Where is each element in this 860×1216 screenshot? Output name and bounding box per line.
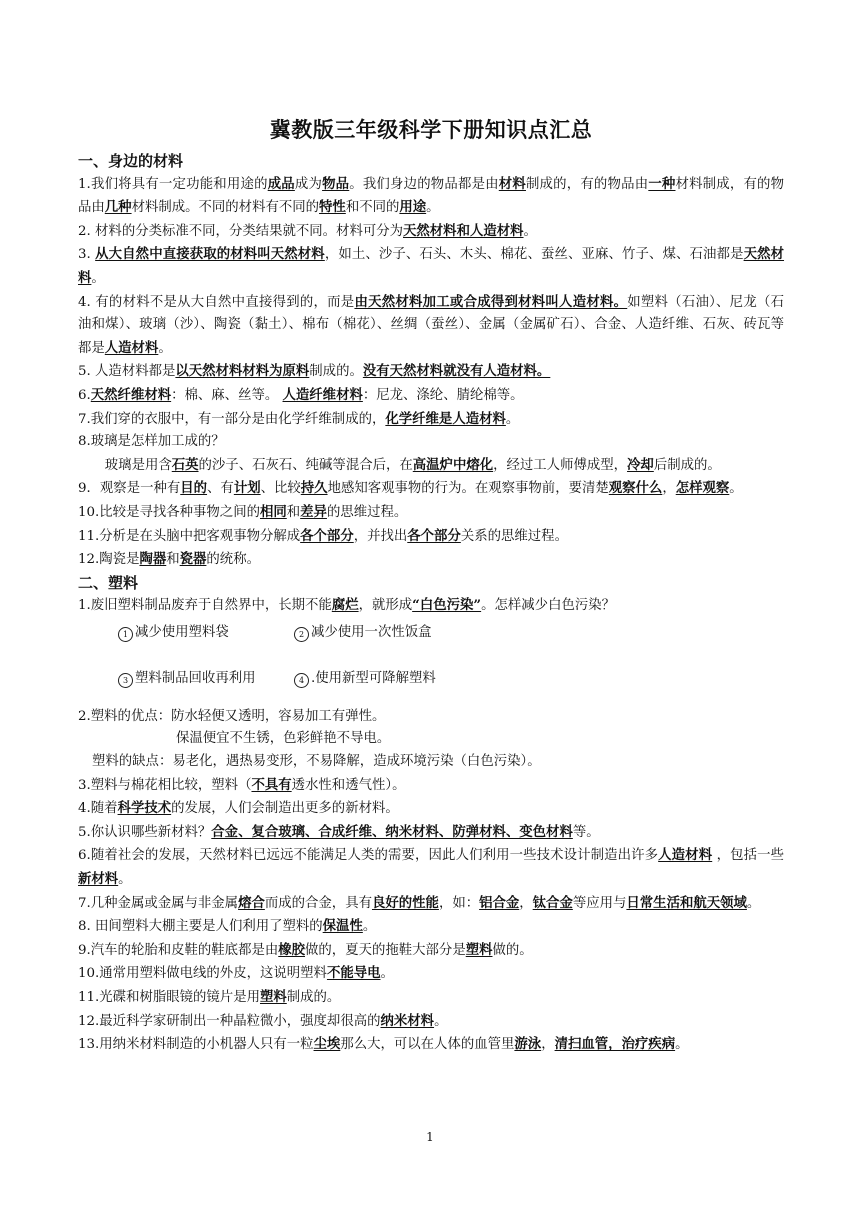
text-run: ， bbox=[541, 1037, 555, 1053]
keyword-emphasis: 冷却 bbox=[627, 456, 654, 473]
text-run: 地感知客观事物的行为。在观察事物前，要清楚 bbox=[327, 481, 609, 497]
text-run: 12.陶瓷是 bbox=[78, 552, 140, 568]
text-run: 制成的，有的物品由 bbox=[525, 176, 649, 192]
plastic-paragraph-13 bbox=[78, 1033, 784, 1057]
keyword-emphasis: 熔合 bbox=[238, 894, 265, 911]
text-run: 那么大，可以在人体的血管里 bbox=[340, 1037, 515, 1053]
keyword-emphasis: 观察什么 bbox=[608, 480, 663, 497]
text-run: 的思维过程。 bbox=[326, 504, 408, 520]
text-run: 7.我们穿的衣服中，有一部分是由化学纤维制成的， bbox=[78, 411, 386, 427]
text-run: 。 bbox=[158, 340, 172, 356]
paragraph-5 bbox=[78, 360, 784, 384]
plastic-paragraph-4 bbox=[78, 797, 784, 821]
text-run: 5. 人造材料都是 bbox=[78, 364, 176, 380]
keyword-emphasis: 天然材料和人造材料 bbox=[403, 222, 524, 239]
text-run: 10.通常用塑料做电线的外皮，这说明塑料 bbox=[78, 966, 327, 982]
option-item: 1 减少使用塑料袋 bbox=[118, 622, 229, 645]
paragraph-8-answer bbox=[78, 454, 784, 478]
keyword-emphasis: 人造材料 bbox=[658, 847, 713, 864]
circled-number: 4 bbox=[294, 673, 309, 688]
keyword-emphasis: 腐烂 bbox=[331, 597, 359, 614]
plastic-paragraph-5 bbox=[78, 821, 784, 845]
text-run: 13.用纳米材料制造的小机器人只有一粒 bbox=[78, 1037, 314, 1053]
plastic-paragraph-8 bbox=[78, 915, 784, 939]
text-run: 、有 bbox=[207, 481, 234, 497]
page-number: 1 bbox=[426, 1130, 434, 1144]
paragraph-1 bbox=[78, 173, 784, 220]
keyword-emphasis: 钛合金 bbox=[532, 894, 573, 911]
keyword-emphasis: 陶器 bbox=[139, 551, 167, 568]
paragraph-9 bbox=[78, 477, 784, 501]
document-title: 冀教版三年级科学下册知识点汇总 bbox=[269, 118, 593, 142]
keyword-emphasis: 橡胶 bbox=[278, 941, 306, 958]
text-run: 9.汽车的轮胎和皮鞋的鞋底都是由 bbox=[78, 942, 279, 958]
circled-number: 3 bbox=[118, 673, 133, 688]
text-run: 。我们身边的物品都是由 bbox=[349, 176, 499, 192]
keyword-emphasis: 材料 bbox=[498, 175, 526, 192]
plastic-disadvantages: 塑料的缺点：易老化，遇热易变形，不易降解，造成环境污染（白色污染）。 bbox=[92, 754, 541, 770]
keyword-emphasis: 没有天然材料就没有人造材料。 bbox=[362, 363, 551, 380]
paragraph-7 bbox=[78, 408, 784, 432]
keyword-emphasis: 合金、复合玻璃、合成纤维、纳米材料、防弹材料、变色材料 bbox=[211, 823, 573, 840]
text-run: 1.废旧塑料制品废弃于自然界中，长期不能 bbox=[78, 598, 332, 614]
plastic-paragraph-9 bbox=[78, 939, 784, 963]
paragraph-4 bbox=[78, 291, 784, 361]
keyword-emphasis: 塑料 bbox=[465, 941, 493, 958]
text-run: ，经过工人师傅成型， bbox=[493, 457, 628, 473]
keyword-emphasis: 瓷器 bbox=[179, 551, 207, 568]
keyword-emphasis: 各个部分 bbox=[300, 527, 354, 544]
keyword-emphasis: 铝合金 bbox=[479, 894, 520, 911]
document-body bbox=[78, 150, 784, 1057]
text-run: 。 bbox=[380, 966, 394, 982]
option-item: 2 减少使用一次性饭盒 bbox=[294, 622, 432, 645]
text-run: 等。 bbox=[572, 824, 600, 840]
keyword-emphasis: 良好的性能 bbox=[371, 894, 439, 911]
text-run: 。 bbox=[118, 872, 132, 888]
text-run: 制成的。 bbox=[286, 990, 341, 1005]
circled-number: 1 bbox=[118, 627, 133, 642]
text-run: 。 bbox=[426, 200, 440, 216]
text-run: 。 bbox=[746, 895, 761, 911]
keyword-emphasis: 新材料 bbox=[78, 871, 119, 888]
text-run: 。 bbox=[505, 411, 520, 427]
keyword-emphasis: 清扫血管，治疗疾病 bbox=[554, 1036, 676, 1053]
text-run: 等应用与 bbox=[572, 895, 627, 911]
keyword-emphasis: 成品 bbox=[267, 175, 295, 192]
paragraph-3 bbox=[78, 243, 784, 290]
text-run: 透水性和透气性）。 bbox=[291, 777, 406, 793]
paragraph-8: 8.玻璃是怎样加工成的？ bbox=[78, 434, 225, 450]
paragraph-12 bbox=[78, 548, 784, 572]
paragraph-10 bbox=[78, 501, 784, 525]
text-run: 4.随着 bbox=[78, 801, 118, 817]
plastic-advantages: 2.塑料的优点：防水轻便又透明，容易加工有弹性。 bbox=[78, 708, 386, 724]
keyword-emphasis: 尘埃 bbox=[313, 1036, 341, 1053]
text-run: 12.最近科学家研制出一种晶粒微小，强度却很高的 bbox=[78, 1013, 381, 1029]
keyword-emphasis: 特性 bbox=[319, 199, 346, 216]
option-item: 3 塑料制品回收再利用 bbox=[118, 668, 256, 691]
text-run: 的统称。 bbox=[206, 552, 260, 568]
plastic-paragraph-7 bbox=[78, 892, 784, 916]
keyword-emphasis: 天然材料 bbox=[78, 246, 785, 286]
text-run: 和 bbox=[166, 552, 180, 568]
text-run: 。 bbox=[91, 270, 105, 286]
keyword-emphasis: 人造材料 bbox=[104, 339, 159, 356]
text-run: 材料制成，有的物品由 bbox=[78, 176, 785, 216]
keyword-emphasis: 科学技术 bbox=[117, 800, 172, 817]
keyword-emphasis: 石英 bbox=[171, 456, 199, 473]
text-run: 。怎样减少白色污染？ bbox=[481, 598, 616, 614]
paragraph-11 bbox=[78, 525, 784, 549]
text-run: ， bbox=[662, 481, 676, 497]
keyword-emphasis: 相同 bbox=[259, 503, 287, 520]
keyword-emphasis: 高温炉中熔化 bbox=[412, 456, 494, 473]
plastic-paragraph-10 bbox=[78, 962, 784, 986]
text-run: 11.分析是在头脑中把客观事物分解成 bbox=[78, 528, 301, 544]
text-run: 后制成的。 bbox=[653, 457, 721, 473]
text-run: 4. 有的材料不是从大自然中直接得到的，而是 bbox=[78, 294, 355, 310]
text-run: 11.光碟和树脂眼镜的镜片是用 bbox=[78, 990, 260, 1005]
text-run: 。 bbox=[523, 223, 537, 239]
plastic-paragraph-12 bbox=[78, 1010, 784, 1034]
text-run: ，就形成 bbox=[358, 598, 413, 614]
text-run: 和不同的 bbox=[345, 200, 400, 216]
keyword-emphasis: 人造纤维材料 bbox=[282, 386, 363, 403]
keyword-emphasis: 各个部分 bbox=[407, 527, 461, 544]
text-run: 做的，夏天的拖鞋大部分是 bbox=[305, 942, 466, 958]
text-run: 玻璃是用含 bbox=[104, 457, 172, 473]
keyword-emphasis: 计划 bbox=[233, 480, 261, 497]
keyword-emphasis: 化学纤维是人造材料 bbox=[385, 410, 506, 427]
text-run: 2. 材料的分类标准不同，分类结果就不同。材料可分为 bbox=[78, 223, 404, 239]
text-run: ，如： bbox=[438, 895, 480, 911]
text-run: 3. bbox=[78, 247, 96, 263]
text-run: ，包括一些 bbox=[712, 848, 784, 864]
plastic-paragraph-6 bbox=[78, 844, 784, 891]
keyword-emphasis: 保温性 bbox=[322, 918, 363, 935]
text-run: 6.随着社会的发展，天然材料已远远不能满足人类的需要，因此人们利用一些技术设计制造出许多 bbox=[78, 848, 659, 864]
text-run: 而成的合金，具有 bbox=[264, 895, 372, 911]
keyword-emphasis: 不能导电 bbox=[326, 965, 381, 982]
text-run: 制成的。 bbox=[309, 364, 363, 380]
keyword-emphasis: 用途 bbox=[399, 199, 427, 216]
text-run: 和 bbox=[286, 504, 301, 520]
section-heading-materials: 一、身边的材料 bbox=[78, 152, 184, 170]
text-run: 。 bbox=[362, 919, 377, 935]
text-run: 3.塑料与棉花相比较，塑料（ bbox=[78, 777, 252, 793]
keyword-emphasis: 物品 bbox=[322, 175, 350, 192]
text-run: 6. bbox=[78, 387, 91, 403]
keyword-emphasis: 塑料 bbox=[259, 989, 287, 1005]
keyword-emphasis: 目的 bbox=[180, 480, 208, 497]
keyword-emphasis: 不具有 bbox=[251, 776, 292, 793]
text-run: 1.我们将具有一定功能和用途的 bbox=[78, 176, 268, 192]
keyword-emphasis: 由天然材料加工或合成得到材料叫人造材料。 bbox=[354, 293, 628, 310]
text-run: 材料制成。不同的材料有不同的 bbox=[131, 200, 320, 216]
text-run: 的沙子、石灰石、纯碱等混合后，在 bbox=[198, 457, 413, 473]
text-run: ：尼龙、涤纶、腈纶棉等。 bbox=[362, 387, 524, 403]
keyword-emphasis: 以天然材料材料为原料 bbox=[175, 363, 310, 380]
text-run: 5.你认识哪些新材料？ bbox=[78, 824, 212, 840]
keyword-emphasis: 游泳 bbox=[514, 1036, 542, 1053]
plastic-paragraph-3 bbox=[78, 774, 784, 798]
paragraph-2 bbox=[78, 220, 784, 244]
plastic-advantages-cont: 保温便宜不生锈，色彩鲜艳不导电。 bbox=[176, 731, 391, 747]
keyword-emphasis: 差异 bbox=[300, 503, 327, 520]
text-run: 、比较 bbox=[260, 481, 301, 497]
reduce-pollution-options bbox=[78, 620, 784, 686]
text-run: 10.比较是寻找各种事物之间的 bbox=[78, 504, 260, 520]
option-item: 4 .使用新型可降解塑料 bbox=[294, 668, 436, 691]
plastic-paragraph-1 bbox=[78, 594, 784, 618]
keyword-emphasis: 几种 bbox=[104, 199, 132, 216]
section-heading-plastics: 二、塑料 bbox=[78, 573, 139, 592]
keyword-emphasis: 持久 bbox=[300, 480, 328, 497]
plastic-paragraph-11 bbox=[78, 986, 784, 1010]
text-run: 。 bbox=[729, 481, 743, 497]
text-run: 7.几种金属或金属与非金属 bbox=[78, 895, 239, 911]
text-run: ，如土、沙子、石头、木头、棉花、蚕丝、亚麻、竹子、煤、石油都是 bbox=[324, 247, 744, 263]
paragraph-6 bbox=[78, 384, 784, 408]
text-run: ， bbox=[519, 895, 533, 911]
text-run: 关系的思维过程。 bbox=[460, 528, 568, 544]
text-run: ，并找出 bbox=[353, 528, 408, 544]
text-run: 如塑料（石油）、尼龙（石油和煤）、玻璃（沙）、陶瓷（黏土）、棉布（棉花）、丝绸（蚕丝）、金属（金属矿石）、合金、人造纤维、石灰、砖瓦等都是 bbox=[78, 294, 784, 356]
text-run: 做的。 bbox=[492, 942, 533, 958]
text-run: 。 bbox=[675, 1037, 689, 1053]
text-run: 9．观察是一种有 bbox=[78, 481, 181, 497]
keyword-emphasis: 从大自然中直接获取的材料叫天然材料 bbox=[95, 246, 325, 263]
text-run: 。 bbox=[434, 1013, 448, 1029]
keyword-emphasis: 一种 bbox=[648, 175, 676, 192]
text-run: 8. 田间塑料大棚主要是人们利用了塑料的 bbox=[78, 919, 323, 935]
keyword-emphasis: 纳米材料 bbox=[380, 1012, 435, 1029]
circled-number: 2 bbox=[294, 627, 309, 642]
keyword-emphasis: 天然纤维材料 bbox=[90, 386, 172, 403]
text-run: ：棉、麻、丝等。 bbox=[171, 387, 283, 403]
keyword-emphasis: 怎样观察 bbox=[675, 480, 730, 497]
keyword-emphasis: “白色污染” bbox=[412, 597, 482, 614]
text-run: 的发展，人们会制造出更多的新材料。 bbox=[171, 801, 399, 817]
keyword-emphasis: 日常生活和航天领域 bbox=[626, 894, 747, 911]
text-run: 成为 bbox=[294, 176, 323, 192]
